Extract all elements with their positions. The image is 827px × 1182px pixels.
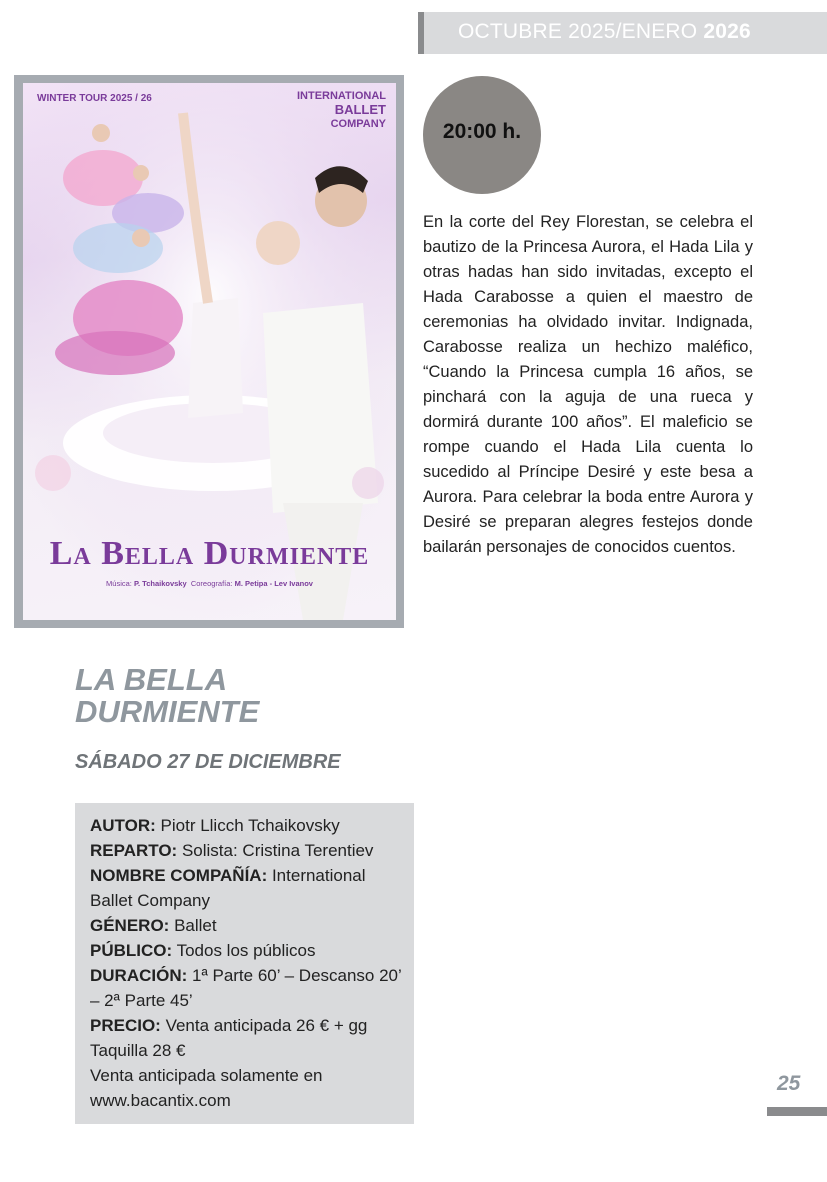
info-genero: GÉNERO: Ballet [90, 916, 217, 935]
header-year: 2026 [703, 20, 751, 43]
poster-credits: Música: P. Tchaikovsky Coreografía: M. Petipa - Lev Ivanov [106, 579, 313, 588]
info-venta-note: Venta anticipada solamente en www.bacantix.com [90, 1066, 323, 1110]
synopsis-text: En la corte del Rey Florestan, se celebra el bautizo de la Princesa Aurora, el Hada Lila y otras hadas han sido invitadas, excepto el Hada Carabosse a quien el maestro de ceremonias ha olvidado invitar. Indignada, Carabosse realiza un hechizo maléfico, “Cuando la Princesa cumpla 16 años, se pinchará con la aguja de una rueca y dormirá durante 100 años”. El maleficio se rompe cuando el Hada Lila cuenta lo sucedido al Príncipe Desiré y este besa a Aurora. Para celebrar la boda entre Aurora y Desiré se preparan alegres festejos donde bailarán personajes de conocidos cuentos. [423, 213, 753, 556]
poster-title: La Bella Durmiente [49, 535, 370, 572]
page-number: 25 [777, 1072, 801, 1095]
info-reparto: REPARTO: Solista: Cristina Terentiev [90, 841, 374, 860]
info-compania: NOMBRE COMPAÑÍA: International Ballet Company [90, 866, 366, 910]
poster-tour-label: WINTER TOUR 2025 / 26 [37, 93, 152, 104]
show-time: 20:00 h. [442, 120, 522, 143]
info-publico: PÚBLICO: Todos los públicos [90, 941, 316, 960]
show-poster [23, 83, 396, 620]
header-accent [418, 12, 424, 54]
poster-company: INTERNATIONAL BALLET COMPANY [296, 90, 386, 130]
info-autor: AUTOR: Piotr Llicch Tchaikovsky [90, 816, 340, 835]
info-duracion: DURACIÓN: 1ª Parte 60’ – Descanso 20’ – 2ª Parte 45’ [90, 966, 402, 1010]
page-number-bar [767, 1107, 827, 1116]
header-period: OCTUBRE 2025/ENERO 2026 [458, 20, 751, 43]
show-date: SÁBADO 27 DE DICIEMBRE [75, 751, 341, 773]
info-precio: PRECIO: Venta anticipada 26 € + gg Taquilla 28 € [90, 1016, 368, 1060]
info-list [90, 813, 408, 1113]
show-title: LA BELLA DURMIENTE [75, 662, 260, 729]
